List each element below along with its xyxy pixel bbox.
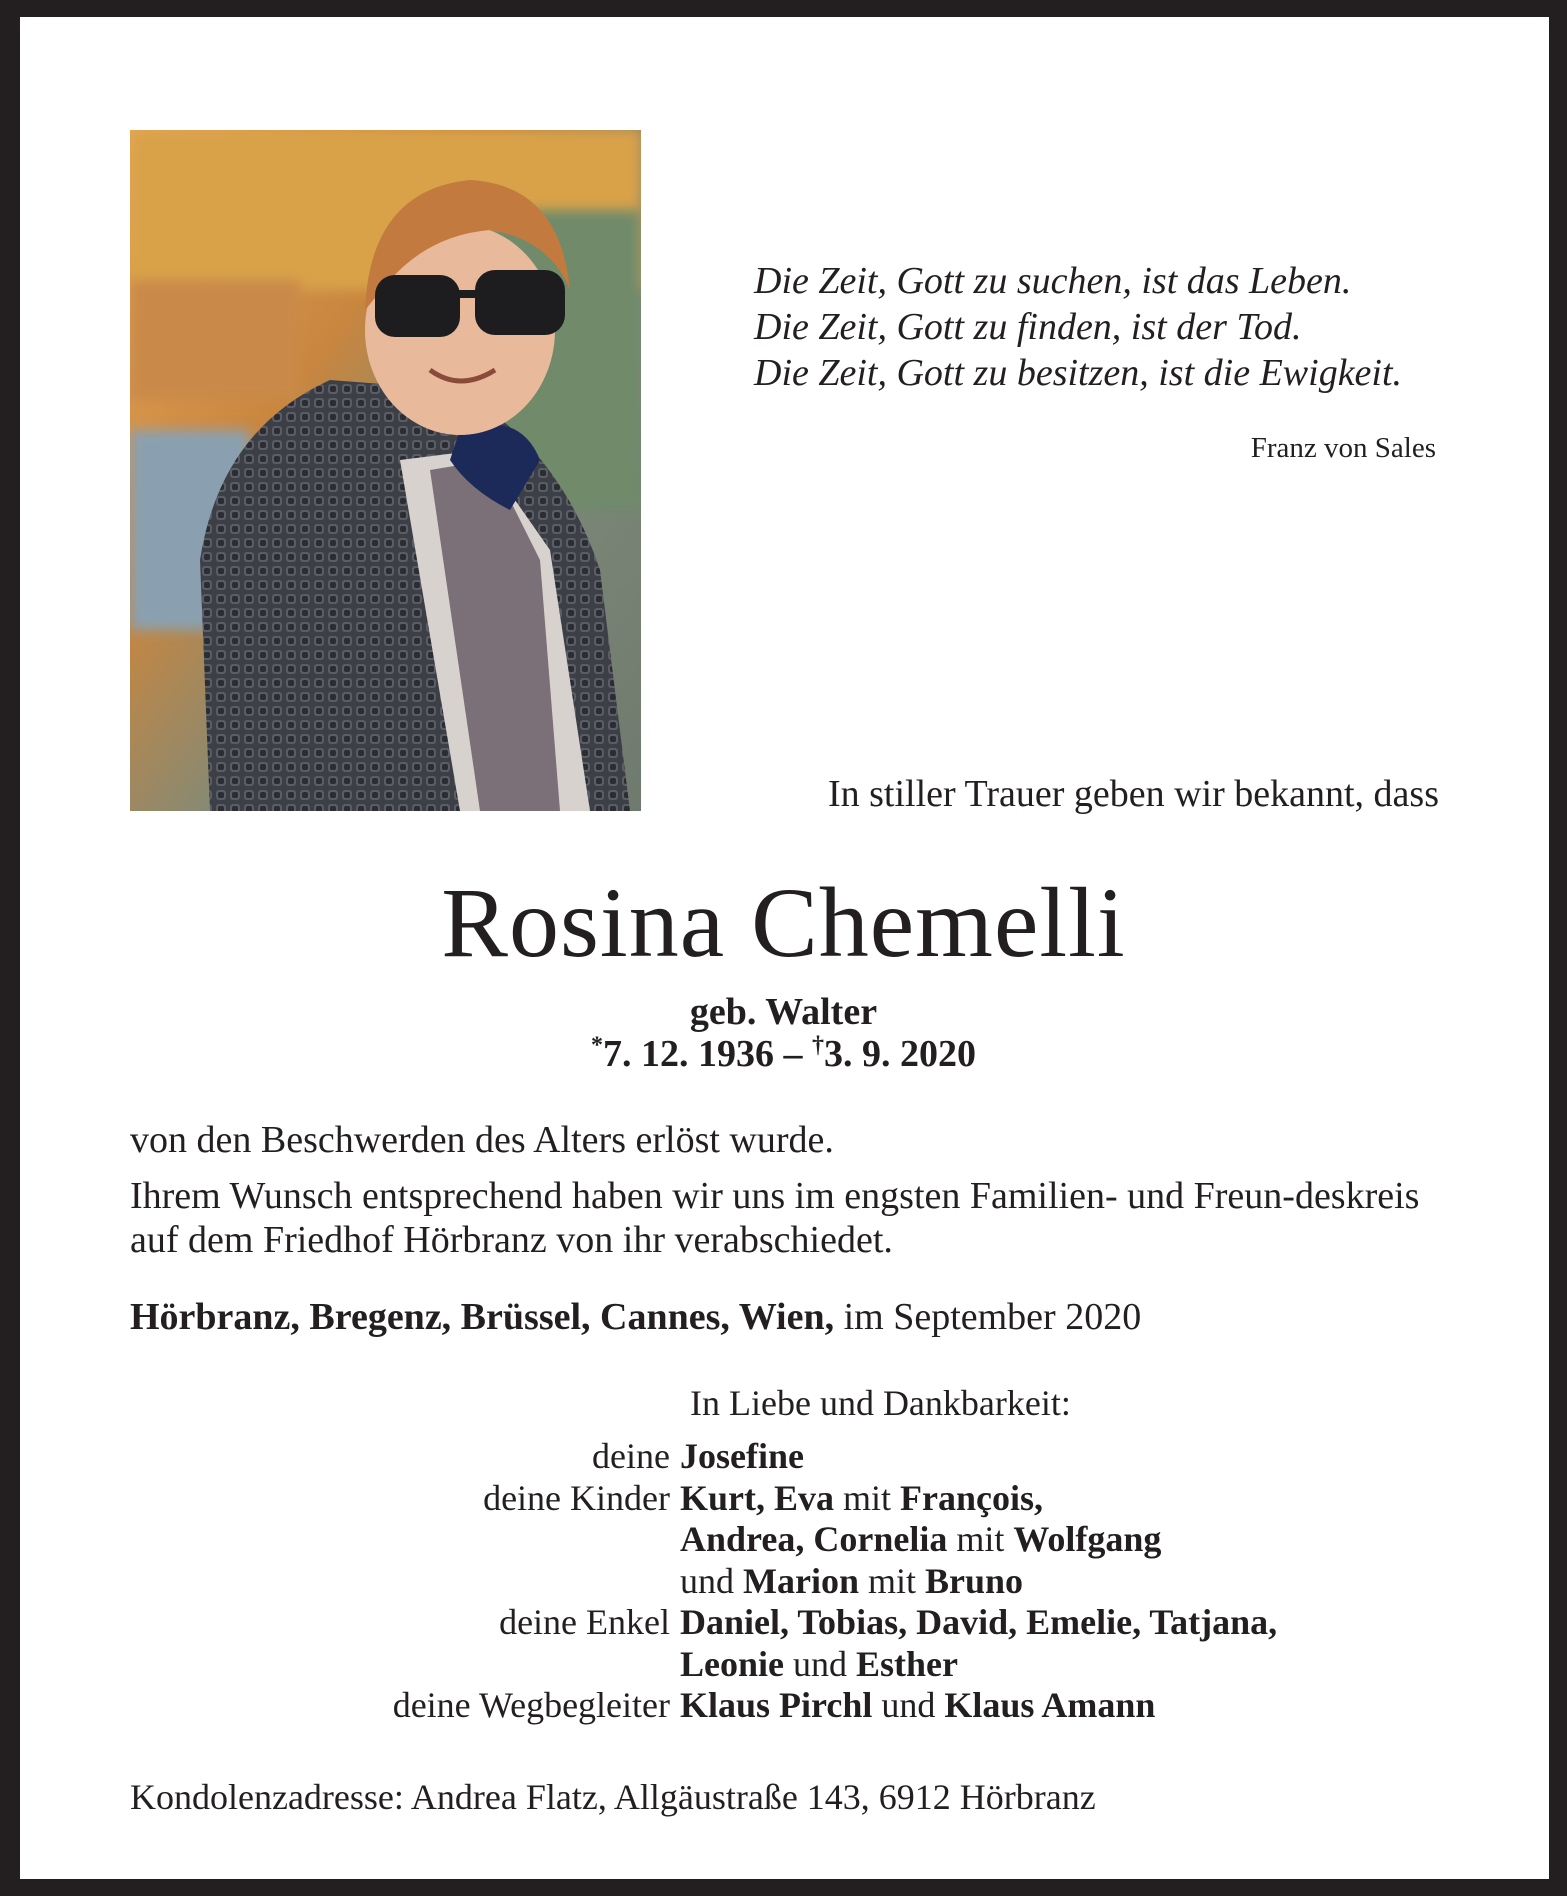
name-bold: Josefine xyxy=(680,1436,804,1476)
body-line-1: von den Beschwerden des Alters erlöst wurde. xyxy=(130,1119,834,1161)
connector: und xyxy=(680,1560,743,1601)
name-bold: Klaus Pirchl xyxy=(680,1685,873,1725)
relation-label: deine Kinder xyxy=(483,1477,670,1518)
name-bold: Kurt, Eva xyxy=(680,1477,835,1518)
relation-label xyxy=(130,1561,680,1603)
name-bold: Marion xyxy=(743,1560,859,1601)
family-names xyxy=(680,1644,1450,1686)
body-line-2: Ihrem Wunsch entsprechend haben wir uns im engsten Familien- und Freun-deskreis auf dem Friedhof Hörbranz von ihr verabschiedet. xyxy=(130,1175,1420,1261)
portrait-photo xyxy=(130,130,641,811)
places-date: im September 2020 xyxy=(834,1296,1142,1338)
condolence-address: Kondolenzadresse: Andrea Flatz, Allgäustraße 143, 6912 Hörbranz xyxy=(130,1777,1096,1817)
places-bold: Hörbranz, Bregenz, Brüssel, Cannes, Wien, xyxy=(130,1296,835,1338)
death-symbol: † xyxy=(812,1032,824,1059)
quote-author: Franz von Sales xyxy=(1250,432,1436,464)
quote-line-3: Die Zeit, Gott zu besitzen, ist die Ewigkeit. xyxy=(754,352,1403,394)
connector: und xyxy=(872,1685,945,1725)
family-row xyxy=(130,1644,1450,1686)
family-names xyxy=(680,1478,1450,1520)
family-row xyxy=(130,1561,1450,1603)
birth-date: 7. 12. 1936 xyxy=(603,1033,774,1075)
places-line xyxy=(130,1295,1141,1339)
family-names xyxy=(680,1561,1450,1603)
name-bold: Bruno xyxy=(925,1560,1024,1601)
family-row xyxy=(130,1436,1450,1478)
intro-text: In stiller Trauer geben wir bekannt, dass xyxy=(827,773,1439,815)
deceased-name: Rosina Chemelli xyxy=(441,867,1126,978)
name-bold: Klaus Amann xyxy=(944,1685,1156,1725)
body-text xyxy=(130,1118,1440,1274)
connector: und xyxy=(784,1643,856,1684)
death-date: 3. 9. 2020 xyxy=(824,1033,976,1075)
name-bold: Daniel, Tobias, David, Emelie, Tatjana, xyxy=(680,1602,1278,1642)
family-row xyxy=(130,1478,1450,1520)
name-bold: François, xyxy=(900,1477,1044,1518)
born-name: geb. Walter xyxy=(689,991,878,1033)
quote-line-1: Die Zeit, Gott zu suchen, ist das Leben. xyxy=(754,260,1352,302)
family-names xyxy=(680,1436,1450,1478)
thanks-line: In Liebe und Dankbarkeit: xyxy=(690,1383,1071,1423)
family-row xyxy=(130,1519,1450,1561)
relation-label: deine Enkel xyxy=(499,1602,670,1642)
connector: mit xyxy=(858,1560,925,1601)
family-names xyxy=(680,1519,1450,1561)
life-dates xyxy=(0,1032,1567,1076)
relation-label: deine xyxy=(592,1436,670,1476)
relation-label xyxy=(130,1519,680,1561)
name-bold: Andrea, Cornelia xyxy=(680,1519,948,1559)
family-names xyxy=(680,1602,1450,1644)
name-bold: Esther xyxy=(856,1643,958,1684)
connector: mit xyxy=(834,1477,901,1518)
quote-line-2: Die Zeit, Gott zu finden, ist der Tod. xyxy=(754,306,1302,348)
family-list xyxy=(130,1436,1450,1727)
family-row xyxy=(130,1685,1450,1727)
family-names xyxy=(680,1685,1450,1727)
family-row xyxy=(130,1602,1450,1644)
date-separator: – xyxy=(783,1033,803,1075)
quote xyxy=(754,258,1454,396)
connector: mit xyxy=(947,1519,1014,1559)
relation-label xyxy=(130,1644,680,1686)
name-bold: Leonie xyxy=(680,1643,784,1684)
name-bold: Wolfgang xyxy=(1013,1519,1162,1559)
birth-symbol: * xyxy=(591,1032,603,1059)
relation-label: deine Wegbegleiter xyxy=(392,1685,670,1725)
